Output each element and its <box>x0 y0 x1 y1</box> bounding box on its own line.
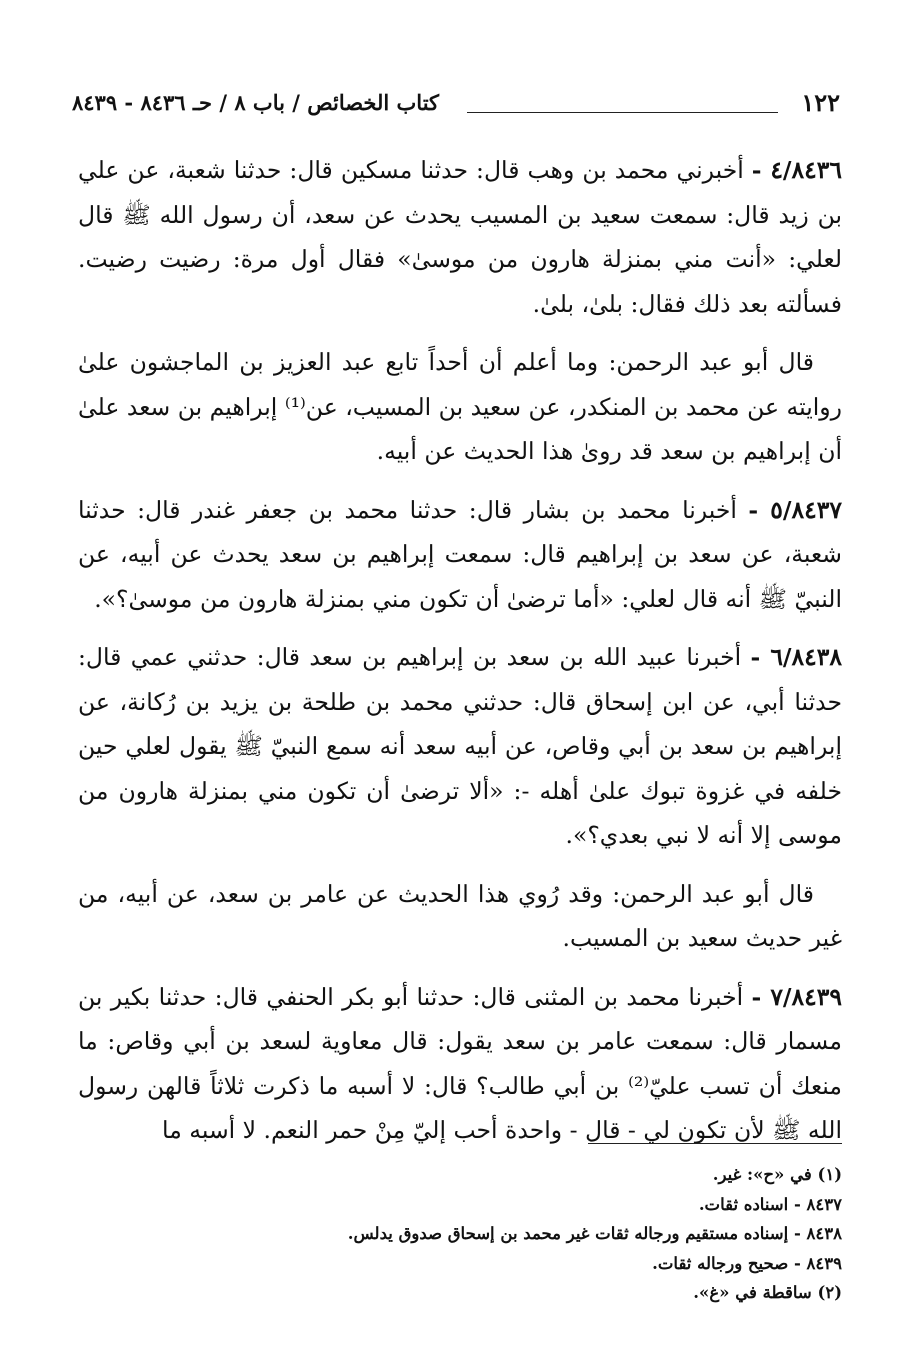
page-header <box>72 88 840 124</box>
page-number: ١٢٢ <box>801 88 840 117</box>
comment-text: قال أبو عبد الرحمن: وقد رُوي هذا الحديث عن عامر بن سعد، عن أبيه، من غير حديث سعيد بن المسيب. <box>78 879 842 952</box>
hadith-8438 <box>78 635 842 858</box>
hadith-number: ٤/٨٤٣٦ - <box>751 156 843 184</box>
header-rule <box>467 112 778 113</box>
footnote: (١) في «ح»: غير. <box>712 1165 842 1184</box>
main-text <box>78 148 842 1167</box>
footnote-separator <box>588 1143 842 1144</box>
hadith-text: أخبرنا عبيد الله بن سعد بن إبراهيم بن سعد قال: حدثني عمي قال: حدثنا أبي، عن ابن إسحاق قال: حدثني محمد بن طلحة بن يزيد بن رُكانة، عن إبراهيم بن سعد بن أبي وقاص، عن أبيه سعد أنه سمع النبيّ ﷺ يقول لعلي حين خلفه في غزوة تبوك علىٰ أهله -: «ألا ترضىٰ أن تكون مني بمنزلة هارون من موسى إلا أنه لا نبي بعدي؟». <box>78 643 842 849</box>
footnote: ٨٤٣٩ - صحيح ورجاله ثقات. <box>652 1253 842 1273</box>
hadith-text: أخبرنا محمد بن المثنى قال: حدثنا أبو بكر الحنفي قال: حدثنا بكير بن مسمار قال: سمعت عامر بن سعد يقول: قال معاوية لسعد بن أبي وقاص: ما منعك أن تسب عليّ⁽²⁾ بن أبي طالب؟ قال: لا أسبه ما ذكرت ثلاثاً قالهن رسول الله ﷺ لأن تكون لي - قال - واحدة أحب إليّ مِنْ حمر النعم. لا أسبه ما <box>78 982 842 1144</box>
hadith-text: أخبرني محمد بن وهب قال: حدثنا مسكين قال: حدثنا شعبة، عن علي بن زيد قال: سمعت سعيد بن المسيب يحدث عن سعد، أن رسول الله ﷺ قال لعلي: «أنت مني بمنزلة هارون من موسىٰ» فقال أول مرة: رضيت رضيت. فسألته بعد ذلك فقال: بلىٰ، بلىٰ. <box>78 156 842 318</box>
running-title: كتاب الخصائص / باب ٨ / حـ ٨٤٣٦ - ٨٤٣٩ <box>72 90 440 115</box>
comment-text: قال أبو عبد الرحمن: وما أعلم أن أحداً تابع عبد العزيز بن الماجشون علىٰ روايته عن محمد بن المنكدر، عن سعيد بن المسيب، عن⁽¹⁾ إبراهيم بن سعد علىٰ أن إبراهيم بن سعد قد روىٰ هذا الحديث عن أبيه. <box>78 348 842 465</box>
hadith-number: ٥/٨٤٣٧ - <box>748 495 842 524</box>
hadith-number: ٦/٨٤٣٨ - <box>750 643 843 671</box>
author-comment <box>78 340 842 474</box>
hadith-number: ٧/٨٤٣٩ - <box>751 982 843 1011</box>
hadith-8436 <box>78 148 842 326</box>
footnote: ٨٤٣٧ - اسناده ثقات. <box>698 1194 842 1214</box>
footnotes <box>82 1160 842 1308</box>
hadith-text: أخبرنا محمد بن بشار قال: حدثنا محمد بن جعفر غندر قال: حدثنا شعبة، عن سعد بن إبراهيم قال: سمعت إبراهيم بن سعد يحدث عن أبيه، عن النبيّ ﷺ أنه قال لعلي: «أما ترضىٰ أن تكون مني بمنزلة هارون من موسىٰ؟». <box>78 495 842 613</box>
footnote: (٢) ساقطة في «غ». <box>693 1283 842 1302</box>
author-comment <box>78 872 842 961</box>
hadith-8439 <box>78 975 842 1153</box>
footnote: ٨٤٣٨ - إسناده مستقيم ورجاله ثقات غير محمد بن إسحاق صدوق يدلس. <box>347 1224 842 1243</box>
hadith-8437 <box>78 488 842 622</box>
